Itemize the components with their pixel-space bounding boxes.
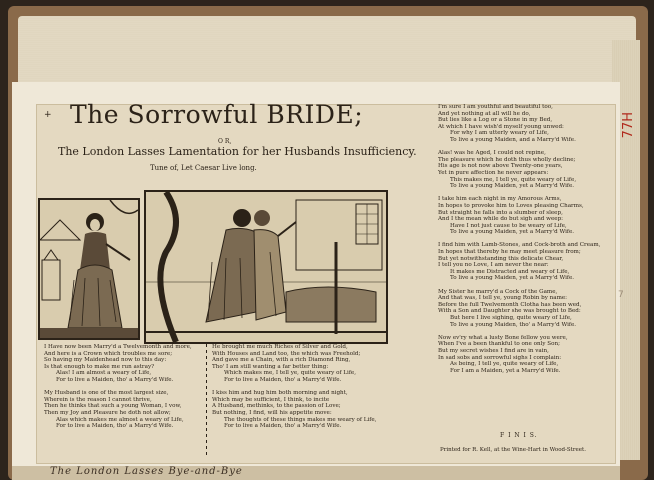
tune-line: Tune of, Let Caesar Live long. bbox=[150, 164, 257, 172]
verse-line: Then my Joy and Pleasure he doth not allow; bbox=[44, 409, 171, 416]
column-divider bbox=[206, 344, 207, 456]
verse-line: But nothing, I find, will his appetite move: bbox=[212, 409, 332, 416]
verse-line: For to live a Maiden, tho' a Marry'd Wife. bbox=[224, 423, 342, 430]
verse-spacer bbox=[44, 384, 192, 391]
shelfmark-annotation: 77H bbox=[621, 112, 636, 139]
woodcut-couple-illustration bbox=[146, 192, 386, 342]
verse-line: To live a young Maiden, tho' a Marry'd Wife. bbox=[450, 321, 577, 328]
verse-spacer bbox=[438, 282, 600, 289]
verse-spacer bbox=[438, 190, 600, 197]
verse-spacer bbox=[438, 328, 600, 335]
woodcut-couple bbox=[144, 190, 388, 344]
woodcut-lady bbox=[38, 198, 140, 340]
verse-line: My Sister he marry'd a Cock of the Game, bbox=[438, 288, 558, 295]
imprint: Printed for R. Kell, at the Wine-Hart in Wood-Street. bbox=[440, 447, 586, 453]
verse-line: I kiss him and hug him both morning and night, bbox=[212, 390, 348, 397]
verse-line: So having my Maidenhead now to this day: bbox=[44, 357, 167, 364]
verse-spacer bbox=[438, 236, 600, 243]
pencil-mark: 7 bbox=[618, 290, 624, 300]
verse-column-middle bbox=[212, 344, 376, 430]
next-sheet-title: The London Lasses Bye-and-Bye bbox=[50, 466, 243, 477]
verse-line: To live a young Maiden, and a Marry'd Wife. bbox=[450, 136, 576, 143]
verse-line: Yet in pure affection he never appears: bbox=[438, 169, 549, 176]
verse-line: Which may be sufficient, I think, to incite bbox=[212, 396, 330, 403]
verse-line: My Husband is one of the most largest size, bbox=[44, 390, 169, 397]
verse-line: A Husband, methinks, to the passion of Love; bbox=[212, 403, 341, 410]
verse-line: In hopes to provoke him to Loves pleasing Charms, bbox=[438, 202, 584, 209]
verse-line: In sad sobs and sorrowful sighs I complain: bbox=[438, 354, 562, 361]
verse-line: And that was, I tell ye, young Robin by name: bbox=[438, 295, 568, 302]
verse-line: And I the mean while do but sigh and weep: bbox=[438, 216, 564, 223]
verse-line: Tho' I am still wanting a far better thing: bbox=[212, 363, 329, 370]
verse-line: Alas! was he Aged, I could not repine, bbox=[438, 150, 546, 157]
verse-line: To live a young Maiden, yet a Marry'd Wife. bbox=[450, 275, 575, 282]
verse-line: In hopes that thereby he may meet pleasure from; bbox=[438, 249, 581, 256]
verse-line: He brought me much Riches of Silver and Gold, bbox=[212, 344, 348, 350]
verse-spacer bbox=[438, 144, 600, 151]
verse-line: But straight he falls into a slumber of sleep, bbox=[438, 209, 563, 216]
verse-line: To live a young Maiden, yet a Marry'd Wife. bbox=[450, 229, 575, 236]
verse-spacer bbox=[212, 384, 376, 391]
verse-line: Before the full Twelvemonth Clotha has been wed, bbox=[438, 301, 582, 308]
verse-line: Have I not just cause to be weary of Life, bbox=[450, 222, 567, 229]
verse-line: Then he thinks that such a young Woman, I vow, bbox=[44, 403, 182, 410]
verse-line: His age is not now above Twenty-one years, bbox=[438, 163, 563, 170]
verse-line: But here I live sighing, quite weary of Life, bbox=[450, 315, 572, 321]
cross-mark: + bbox=[44, 110, 52, 120]
verse-column-right bbox=[438, 104, 600, 374]
verse-line: For to live a Maiden, tho' a Marry'd Wife. bbox=[56, 423, 174, 430]
verse-line: I take him each night in my Amorous Arms, bbox=[438, 196, 562, 203]
page-edges-top bbox=[18, 16, 636, 86]
verse-line: Alas! I am almost a weary of Life, bbox=[56, 370, 152, 377]
finis: F I N I S. bbox=[500, 432, 538, 439]
verse-line: And gave me a Chain, with a rich Diamond Ring, bbox=[212, 357, 351, 364]
verse-line: But my secret wishes I find are in vain, bbox=[438, 347, 549, 354]
verse-line: Wherein is the reason I cannot thrive, bbox=[44, 396, 152, 403]
verse-line: I tell you no Love, I am never the near: bbox=[438, 262, 549, 269]
verse-line: For I am a Maiden, yet a Marry'd Wife. bbox=[450, 367, 561, 374]
verse-line: For to live a Maiden, tho' a Marry'd Wife. bbox=[56, 376, 174, 383]
verse-line: Alas which makes me almost a weary of Life, bbox=[56, 416, 184, 423]
verse-line: To live a young Maiden, yet a Marry'd Wife. bbox=[450, 183, 575, 190]
verse-line: For to live a Maiden, tho' a Marry'd Wife. bbox=[224, 376, 342, 383]
verse-line: And here is a Crown which troubles me sore; bbox=[44, 350, 173, 357]
verse-line: This makes me, I tell ye, quite weary of Life, bbox=[450, 176, 577, 183]
verse-line: I'm sure I am youthful and beautiful too, bbox=[438, 104, 553, 110]
verse-line: At which I have wish'd myself young unwed: bbox=[438, 123, 564, 130]
verse-line: But yet notwithstanding this delicate Chear, bbox=[438, 255, 564, 262]
verse-line: It makes me Distracted and weary of Life, bbox=[450, 268, 570, 275]
verse-line: The thoughts of these things makes me weary of Life, bbox=[224, 416, 377, 423]
ballad-title: The Sorrowful BRIDE; bbox=[70, 100, 364, 129]
verse-line: As being, I tell ye, quite weary of Life, bbox=[450, 361, 559, 368]
verse-line: With Houses and Land too, the which was Freehold; bbox=[212, 350, 361, 357]
verse-line: For why I am utterly weary of Life, bbox=[450, 130, 549, 137]
verse-line: Now ev'ry what a lusty Bone fellow you were, bbox=[438, 334, 568, 341]
verse-column-left bbox=[44, 344, 192, 430]
or-separator: O R, bbox=[218, 138, 232, 145]
verse-line: I Have now been Marry'd a Twelvemonth and more, bbox=[44, 344, 192, 350]
verse-line: Is that enough to make me run astray? bbox=[44, 363, 155, 370]
verse-line: But lies like a Log or a Stone in my Bed, bbox=[438, 117, 553, 124]
ballad-subtitle: The London Lasses Lamentation for her Husbands Insufficiency. bbox=[58, 145, 417, 158]
verse-line: Which makes me, I tell ye, quite weary of Life, bbox=[224, 370, 356, 377]
verse-line: And yet nothing at all will he do, bbox=[438, 110, 531, 117]
verse-line: The pleasure which he doth thus wholly decline; bbox=[438, 156, 576, 163]
woodcut-lady-illustration bbox=[40, 200, 138, 338]
verse-line: When I've a been thankful to one only Son; bbox=[438, 341, 560, 348]
verse-line: With a Son and Daughter she was brought to Bed: bbox=[438, 308, 581, 315]
verse-line: I find him with Lamb-Stones, and Cock-broth and Cream, bbox=[438, 242, 601, 249]
